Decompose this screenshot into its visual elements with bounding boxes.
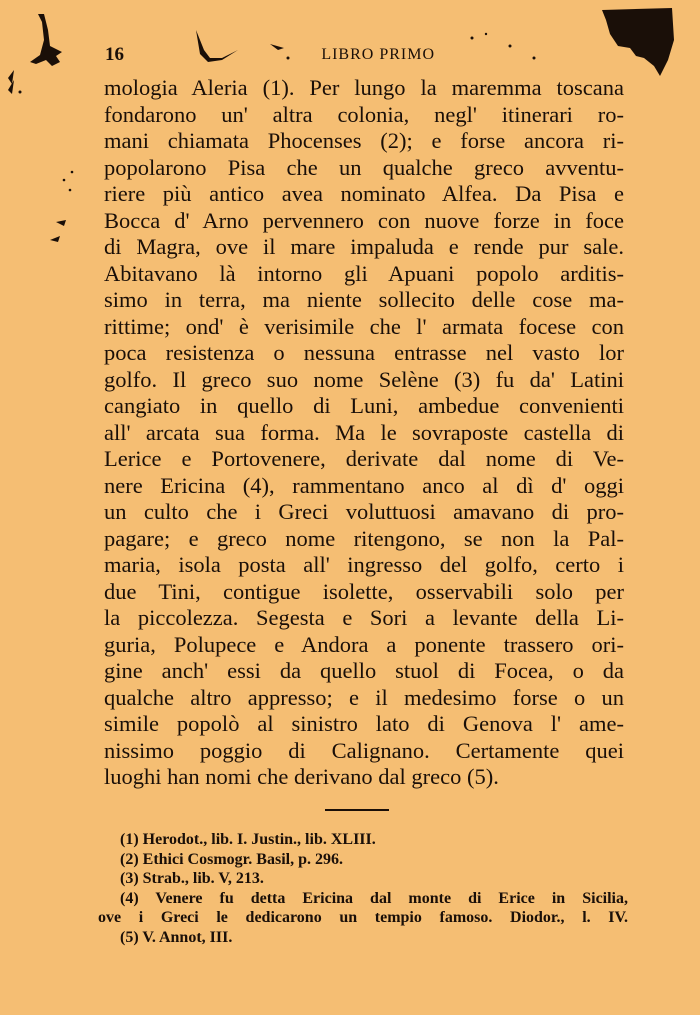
- text-line: mani chiamata Phocenses (2); e forse ancora ri-: [104, 128, 624, 153]
- text-line: mologia Aleria (1). Per lungo la maremma toscana: [104, 75, 624, 100]
- text-line: nere Ericina (4), rammentano anco al dì d' oggi: [104, 472, 624, 498]
- text-line: luoghi han nomi che derivano dal greco (5).: [104, 764, 499, 789]
- page-header: [105, 44, 435, 70]
- footnote-divider: [325, 809, 389, 811]
- text-line: Bocca d' Arno pervennero con nuove forze in foce: [104, 207, 624, 233]
- text-line: pagare; e greco nome ritengono, se non la Pal-: [104, 525, 624, 551]
- text-line: simo in terra, ma niente sollecito delle cose ma-: [104, 287, 624, 312]
- text-line: un culto che i Greci voluttuosi amavano di pro-: [104, 499, 624, 524]
- footnote: (1) Herodot., lib. I. Justin., lib. XLIII.: [120, 831, 376, 848]
- text-line: la piccolezza. Segesta e Sori a levante della Li-: [104, 605, 624, 630]
- ink-marks-left-margin: [0, 70, 80, 270]
- running-title: LIBRO PRIMO: [321, 46, 435, 63]
- footnote: (5) V. Annot, III.: [120, 928, 233, 946]
- text-line: Abitavano là intorno gli Apuani popolo arditis-: [104, 260, 624, 286]
- text-line: qualche altro appresso; e il medesimo forse o un: [104, 684, 624, 710]
- text-line: due Tini, contigue isolette, osservabili solo per: [104, 578, 624, 604]
- ink-dots-header: [460, 30, 550, 70]
- text-line: golfo. Il greco suo nome Selène (3) fu da' Latini: [104, 366, 624, 392]
- footnote: (2) Ethici Cosmogr. Basil, p. 296.: [120, 850, 343, 868]
- text-line: nissimo poggio di Calignano. Certamente quei: [104, 737, 624, 763]
- text-line: simile popolò al sinistro lato di Genova l' ame-: [104, 711, 624, 736]
- footnote: (4) Venere fu detta Ericina dal monte di Erice in Sicilia,: [120, 889, 628, 907]
- text-line: fondarono un' altra colonia, negl' itinerari ro-: [104, 101, 624, 127]
- footnote-continuation: ove i Greci le dedicarono un tempio famoso. Diodor., l. IV.: [98, 909, 628, 926]
- text-line: poca resistenza o nessuna entrasse nel vasto lor: [104, 340, 624, 365]
- text-line: all' arcata sua forma. Ma le sovraposte castella di: [104, 419, 624, 445]
- text-line: popolarono Pisa che un qualche greco avventu-: [104, 154, 624, 180]
- body-text: [104, 75, 624, 791]
- text-line: rittime; ond' è verisimile che l' armata focese con: [104, 313, 624, 339]
- text-line: riere più antico avea nominato Alfea. Da Pisa e: [104, 181, 624, 206]
- footnote: (3) Strab., lib. V, 213.: [120, 870, 264, 887]
- text-line: Lerice e Portovenere, derivate dal nome di Ve-: [104, 446, 624, 471]
- text-line: cangiato in quello di Luni, ambedue convenienti: [104, 393, 624, 418]
- text-line: maria, isola posta all' ingresso del golfo, certo i: [104, 552, 624, 577]
- text-line: gine anch' essi da quello stuol di Focea, o da: [104, 658, 624, 683]
- text-line: di Magra, ove il mare impaluda e rende pur sale.: [104, 234, 624, 259]
- footnotes: [98, 830, 628, 947]
- text-line: guria, Polupece e Andora a ponente trassero ori-: [104, 631, 624, 657]
- page-number: 16: [105, 44, 124, 65]
